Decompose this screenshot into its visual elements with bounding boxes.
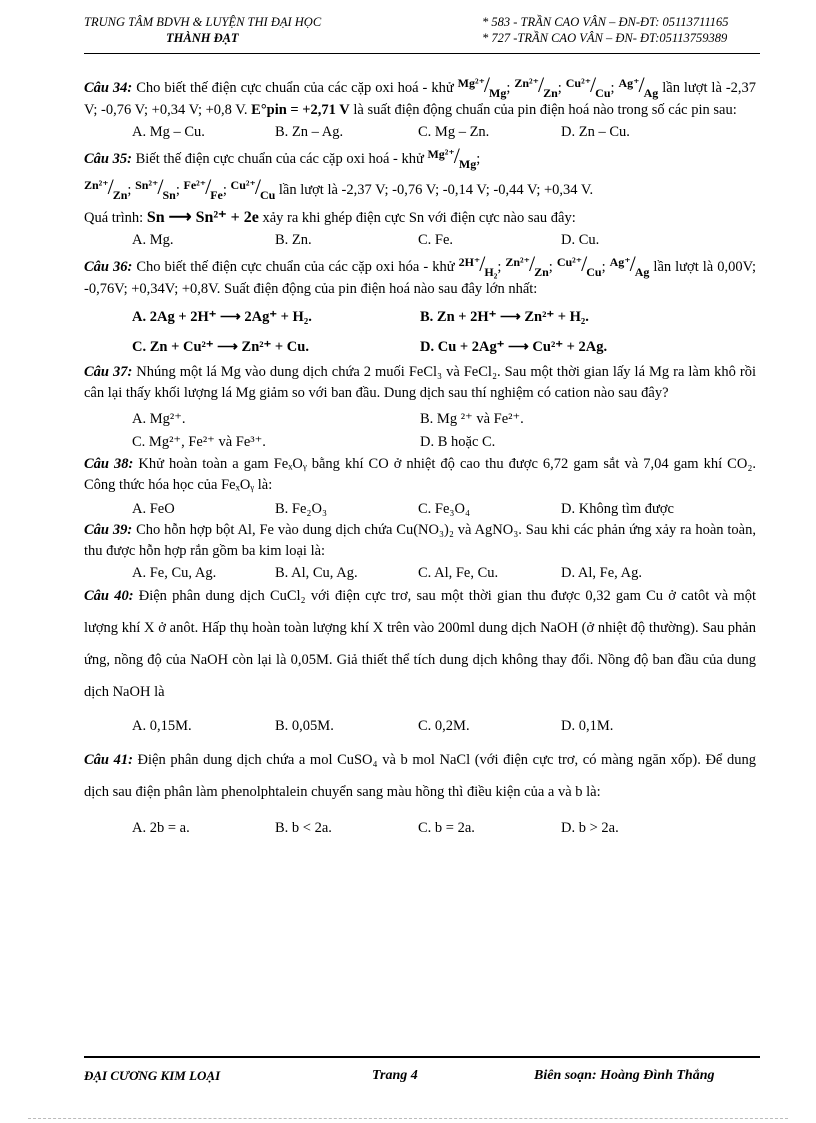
question-text: Cho biết thế điện cực chuẩn của các cặp oxi hoá - khử xyxy=(132,80,458,96)
option-a: A. FeO xyxy=(132,501,175,517)
option-b: B. Zn – Ag. xyxy=(275,124,344,140)
header-right-line1: * 583 - TRẦN CAO VÂN – ĐN-ĐT: 05113711165 xyxy=(482,15,729,29)
couple-zn: Zn²⁺/Zn xyxy=(505,251,549,279)
header-divider xyxy=(84,53,760,54)
option-b: B. Zn + 2H⁺ ⟶ Zn²⁺ + H₂. xyxy=(420,309,589,325)
question-text: Khử hoàn toàn a gam FeₓOᵧ bằng khí CO ở nhiệt độ cao thu được 6,72 gam sắt và 7,04 gam khí CO₂. Công thức hóa học của FeₓOᵧ là: xyxy=(84,456,756,493)
options-40 xyxy=(84,710,756,742)
option-c: C. Fe₃O₄ xyxy=(418,501,471,517)
couple-red: Ag xyxy=(634,265,650,279)
option-c: C. Fe. xyxy=(418,232,454,248)
couple-red: Cu xyxy=(259,188,276,202)
couple-ox: Sn²⁺ xyxy=(135,178,159,192)
option-d: D. Cu + 2Ag⁺ ⟶ Cu²⁺ + 2Ag. xyxy=(420,339,608,355)
emf-formula: E°pin = +2,71 V xyxy=(251,102,350,118)
header-left-line1: TRUNG TÂM BDVH & LUYỆN THI ĐẠI HỌC xyxy=(84,15,322,29)
question-text: lần lượt là -2,37 V; -0,76 V; -0,14 V; -0,44 V; +0,34 V. xyxy=(275,182,594,198)
option-d: D. Al, Fe, Ag. xyxy=(561,565,642,581)
couple-ox: Cu²⁺ xyxy=(565,76,592,90)
question-label: Câu 36: xyxy=(84,259,133,275)
option-b: B. b < 2a. xyxy=(275,820,332,836)
option-a: A. 2b = a. xyxy=(132,820,190,836)
question-41 xyxy=(84,744,756,808)
question-36: Câu 36: Cho biết thế điện cực chuẩn của các cặp oxi hóa - khử 2H⁺/H₂; Zn²⁺/Zn; Cu²⁺/Cu; Ag⁺/Ag lần lượt là 0,00V; -0,76V; +0,34V; +0,8V. Suất điện động của pin điện hoá nào sau đây lớn nhất: xyxy=(84,251,757,297)
couple-cu: Cu²⁺/Cu xyxy=(565,72,611,100)
option-b: B. Al, Cu, Ag. xyxy=(275,565,358,581)
couple-red: Cu xyxy=(595,86,611,100)
couple-sn: Sn²⁺/Sn xyxy=(135,174,176,202)
page-content xyxy=(84,74,756,844)
question-39 xyxy=(84,520,756,562)
couple-mg: Mg²⁺/Mg xyxy=(457,72,507,100)
options-35 xyxy=(84,229,756,251)
couple-ox: Zn²⁺ xyxy=(514,76,539,90)
footer-subject: ĐẠI CƯƠNG KIM LOẠI xyxy=(84,1068,221,1083)
process-equation: Sn ⟶ Sn²⁺ + 2e xyxy=(146,209,259,226)
question-text: Cho hỗn hợp bột Al, Fe vào dung dịch chứa Cu(NO₃)₂ và AgNO₃. Sau khi các phản ứng xảy ra hoàn toàn, thu được hỗn hợp rắn gồm ba kim loại là: xyxy=(84,522,756,559)
header-addresses xyxy=(482,14,729,46)
question-text: Điện phân dung dịch CuCl₂ với điện cực trơ, sau một thời gian thu được 0,32 gam Cu ở catôt và một lượng khí X ở anôt. Hấp thụ hoàn toàn lượng khí X trên vào 200ml dung dịch NaOH (ở nhiệt độ thường). Sau phản ứng, nồng độ của NaOH còn lại là 0,05M. Giả thiết thể tích dung dịch không thay đổi. Nồng độ ban đầu của dung dịch NaOH là xyxy=(84,588,756,700)
question-label: Câu 35: xyxy=(84,151,132,167)
option-c: C. Zn + Cu²⁺ ⟶ Zn²⁺ + Cu. xyxy=(132,339,309,355)
couple-red: Cu xyxy=(586,265,602,279)
question-35: Câu 35: Biết thế điện cực chuẩn của các cặp oxi hoá - khử Mg²⁺/Mg; xyxy=(84,143,481,171)
question-text: Quá trình: xyxy=(84,210,147,226)
footer-author: Biên soạn: Hoàng Đình Thắng xyxy=(534,1068,715,1083)
header-left-line2: THÀNH ĐẠT xyxy=(166,31,239,45)
question-text: Cho biết thế điện cực chuẩn của các cặp oxi hóa - khử xyxy=(132,259,459,275)
options-37-row2 xyxy=(84,431,756,453)
option-c: C. Mg – Zn. xyxy=(418,124,490,140)
option-b: B. Fe₂O₃ xyxy=(275,501,328,517)
options-36-row1 xyxy=(84,306,756,328)
couple-red: Sn xyxy=(162,188,176,202)
question-label: Câu 41: xyxy=(84,752,133,768)
options-37-row1 xyxy=(84,408,756,430)
option-d: D. Cu. xyxy=(561,232,600,248)
couple-zn: Zn²⁺/Zn xyxy=(84,174,128,202)
footer-divider xyxy=(84,1056,760,1058)
option-c: C. 0,2M. xyxy=(418,718,470,734)
question-text: lần lượt là 0,00V; -0,76V; +0,34V; +0,8V. Suất điện động của pin điện hoá nào sau đây lớn nhất: xyxy=(84,259,757,297)
couple-ox: Mg²⁺ xyxy=(427,147,455,161)
question-text: lần lượt là -2,37 V; -0,76 V; +0,34 V; +0,8 V. xyxy=(84,80,757,118)
question-label: Câu 37: xyxy=(84,364,133,380)
couple-ox: Mg²⁺ xyxy=(457,76,485,90)
couple-red: Mg xyxy=(489,86,507,100)
couple-red: Fe xyxy=(210,188,223,202)
couple-ox: Fe²⁺ xyxy=(183,178,207,192)
couple-ox: Ag⁺ xyxy=(618,76,640,90)
question-label: Câu 40: xyxy=(84,588,134,604)
option-c: C. Al, Fe, Cu. xyxy=(418,565,499,581)
options-36-row2 xyxy=(84,336,756,358)
couple-ag: Ag⁺/Ag xyxy=(618,72,659,100)
couple-ox: 2H⁺ xyxy=(458,255,481,269)
couple-ox: Cu²⁺ xyxy=(556,255,583,269)
couple-red: Zn xyxy=(534,265,549,279)
option-c: C. Mg²⁺, Fe²⁺ và Fe³⁺. xyxy=(132,434,266,450)
option-a: A. Mg – Cu. xyxy=(132,124,205,140)
question-text: Biết thế điện cực chuẩn của các cặp oxi hoá - khử xyxy=(131,151,428,167)
page-number: Trang 4 xyxy=(372,1068,418,1083)
couple-ox: Cu²⁺ xyxy=(230,178,256,192)
option-b: B. Mg ²⁺ và Fe²⁺. xyxy=(420,411,524,427)
couple-red: H₂ xyxy=(484,265,498,279)
question-34: Câu 34: Cho biết thế điện cực chuẩn của các cặp oxi hoá - khử Mg²⁺/Mg; Zn²⁺/Zn; Cu²⁺/Cu; Ag⁺/Ag lần lượt là -2,37 V; -0,76 V; +0,34 V; +0,8 V. E°pin = +2,71 V là suất điện động chuẩn của pin điện hoá nào trong số các pin sau: xyxy=(84,72,757,118)
question-40 xyxy=(84,580,756,708)
couple-mg: Mg²⁺/Mg xyxy=(427,143,477,171)
question-37 xyxy=(84,362,756,404)
options-38 xyxy=(84,498,756,520)
option-d: D. Không tìm được xyxy=(561,501,674,517)
option-a: A. 2Ag + 2H⁺ ⟶ 2Ag⁺ + H₂. xyxy=(132,309,312,325)
option-a: A. Mg²⁺. xyxy=(132,411,186,427)
question-35-couples: Zn²⁺/Zn; Sn²⁺/Sn; Fe²⁺/Fe; Cu²⁺/Cu lần lượt là -2,37 V; -0,76 V; -0,14 V; -0,44 V; +0,34 V. xyxy=(84,174,594,202)
option-b: B. Zn. xyxy=(275,232,312,248)
couple-red: Zn xyxy=(543,86,558,100)
couple-ox: Zn²⁺ xyxy=(84,178,109,192)
option-a: A. Mg. xyxy=(132,232,174,248)
question-label: Câu 34: xyxy=(84,80,133,96)
option-d: D. 0,1M. xyxy=(561,718,614,734)
option-d: D. Zn – Cu. xyxy=(561,124,630,140)
option-d: D. B hoặc C. xyxy=(420,434,496,450)
options-41 xyxy=(84,812,756,844)
couple-red: Mg xyxy=(458,157,477,171)
option-a: A. 0,15M. xyxy=(132,718,192,734)
question-38 xyxy=(84,454,756,496)
question-label: Câu 38: xyxy=(84,456,134,472)
question-text: Điện phân dung dịch chứa a mol CuSO₄ và b mol NaCl (với điện cực trơ, có màng ngăn xốp). Để dung dịch sau điện phân làm phenolphtalein chuyển sang màu hồng thì điều kiện của a và b là: xyxy=(84,752,756,800)
question-text: xảy ra khi ghép điện cực Sn với điện cực nào sau đây: xyxy=(258,210,576,226)
couple-fe: Fe²⁺/Fe xyxy=(183,174,223,202)
couple-red: Zn xyxy=(112,188,128,202)
couple-ox: Ag⁺ xyxy=(609,255,631,269)
option-c: C. b = 2a. xyxy=(418,820,475,836)
option-a: A. Fe, Cu, Ag. xyxy=(132,565,217,581)
question-text: là suất điện động chuẩn của pin điện hoá nào trong số các pin sau: xyxy=(349,102,737,118)
couple-ox: Zn²⁺ xyxy=(505,255,530,269)
couple-cu: Cu²⁺/Cu xyxy=(556,251,602,279)
option-d: D. b > 2a. xyxy=(561,820,619,836)
header-center-name xyxy=(84,14,321,46)
page-edge xyxy=(28,1118,788,1119)
couple-cu: Cu²⁺/Cu xyxy=(230,174,276,202)
question-label: Câu 39: xyxy=(84,522,133,538)
header-right-line2: * 727 -TRẦN CAO VÂN – ĐN- ĐT:05113759389 xyxy=(482,31,728,45)
couple-red: Ag xyxy=(643,86,659,100)
options-34 xyxy=(84,121,756,143)
question-35-process xyxy=(84,207,756,229)
question-text: Nhúng một lá Mg vào dung dịch chứa 2 muối FeCl₃ và FeCl₂. Sau một thời gian lấy lá Mg ra làm khô rồi cân lại thấy khối lượng lá Mg giảm so với ban đầu. Dung dịch sau thí nghiệm có cation nào sau đây? xyxy=(84,364,756,401)
couple-zn: Zn²⁺/Zn xyxy=(514,72,558,100)
couple-h: 2H⁺/H₂ xyxy=(458,251,498,279)
couple-ag: Ag⁺/Ag xyxy=(609,251,650,279)
option-b: B. 0,05M. xyxy=(275,718,334,734)
